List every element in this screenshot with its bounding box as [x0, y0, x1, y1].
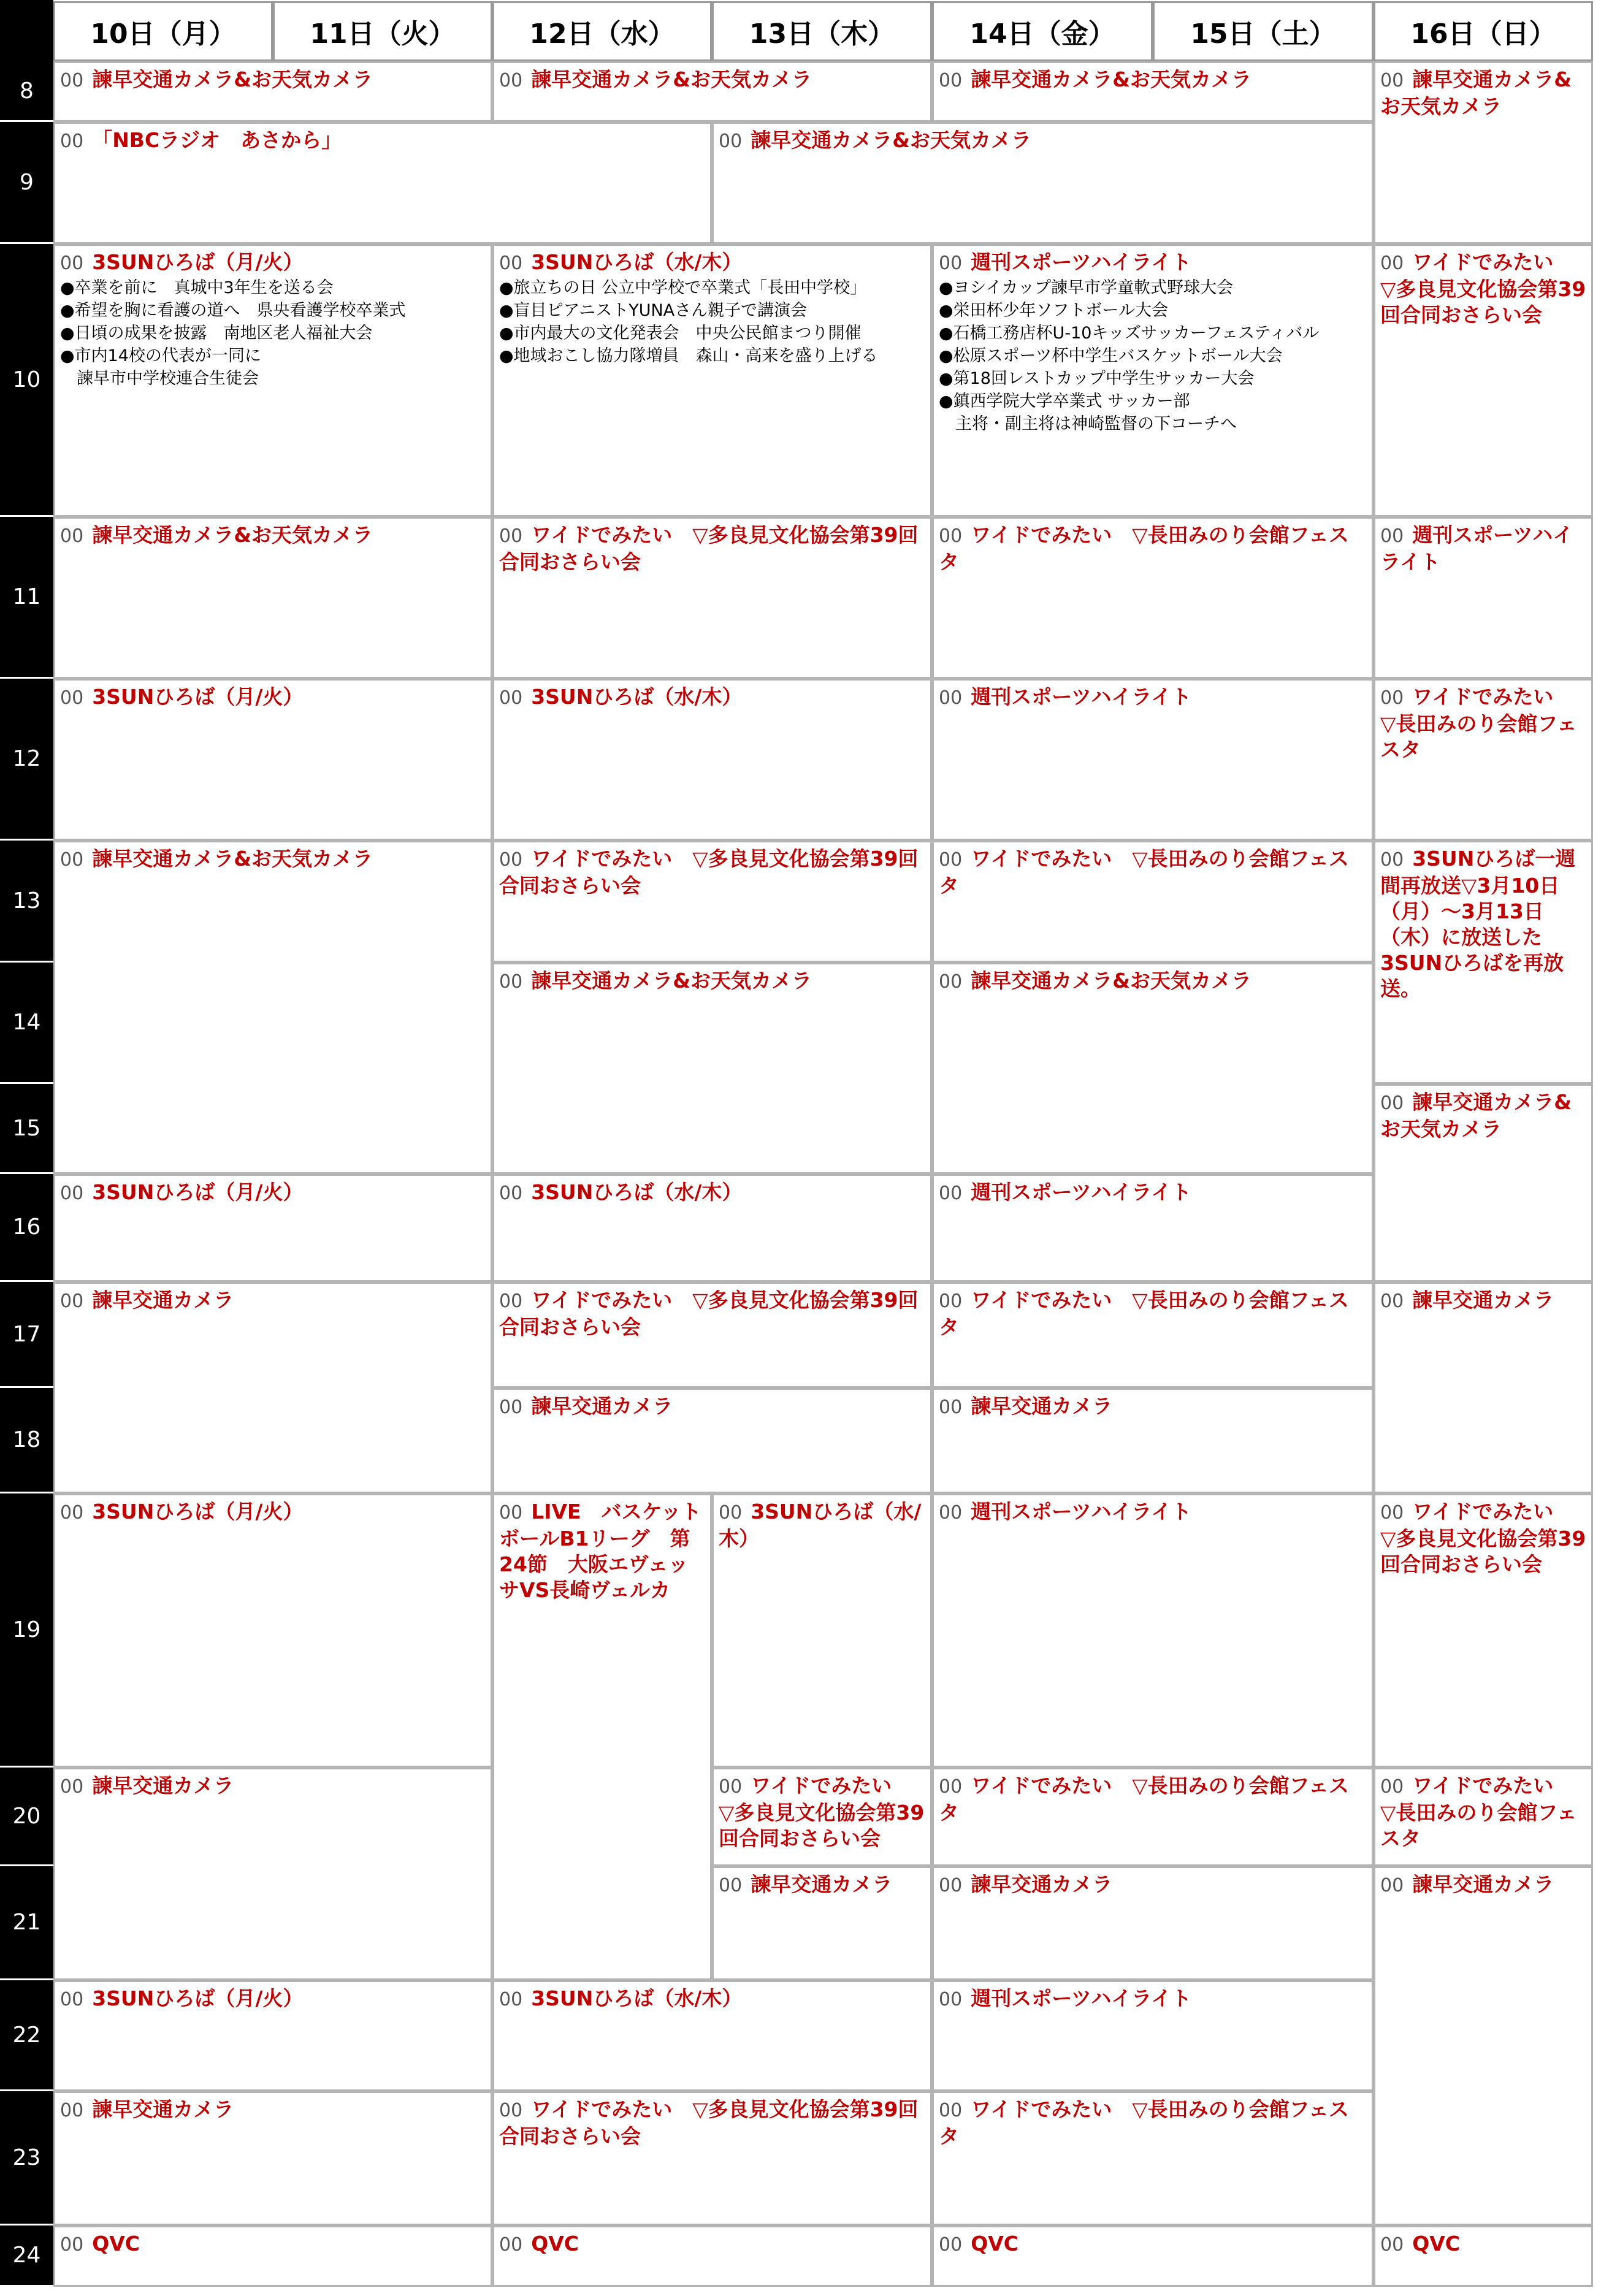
program-detail-item: ●希望を胸に看護の道へ 県央看護学校卒業式	[60, 301, 406, 320]
program-title-line	[60, 522, 486, 549]
program-cell[interactable]	[1374, 1493, 1593, 1768]
day-header: 11日（火）	[273, 1, 492, 61]
program-title-line	[719, 1872, 925, 1899]
program-title: 3SUNひろば（水/木）	[531, 685, 743, 709]
program-start-minute: 00	[939, 1502, 963, 1524]
program-cell[interactable]	[932, 517, 1374, 679]
hour-label: 21	[0, 1866, 53, 1980]
program-cell[interactable]	[53, 1493, 492, 1768]
program-title-line	[499, 1394, 925, 1421]
program-title-line	[1380, 1872, 1586, 1899]
program-title-line	[1380, 1287, 1586, 1314]
program-cell[interactable]	[932, 1388, 1374, 1493]
program-title: 3SUNひろば（月/火）	[92, 685, 304, 709]
program-title-line	[939, 968, 1367, 995]
program-start-minute: 00	[499, 1397, 523, 1418]
program-start-minute: 00	[60, 849, 84, 871]
program-detail-item: ●旅立ちの日 公立中学校で卒業式「長田中学校」	[499, 278, 867, 297]
program-detail-item: ●日頃の成果を披露 南地区老人福祉大会	[60, 324, 373, 343]
program-start-minute: 00	[939, 1291, 963, 1312]
program-cell[interactable]	[53, 841, 492, 1174]
program-title: 3SUNひろば（水/木）	[531, 1986, 743, 2010]
program-cell[interactable]	[932, 1768, 1374, 1866]
program-cell[interactable]	[53, 517, 492, 679]
program-title: 諫早交通カメラ	[1412, 1872, 1554, 1896]
program-title: ワイドでみたい ▽長田みのり会館フェスタ	[939, 1774, 1349, 1825]
program-title-line	[1380, 522, 1586, 575]
hour-label: 23	[0, 2091, 53, 2225]
program-title: ワイドでみたい ▽長田みのり会館フェスタ	[939, 523, 1349, 574]
program-cell[interactable]	[932, 679, 1374, 841]
hour-label: 16	[0, 1174, 53, 1282]
program-title-line	[1380, 250, 1586, 328]
program-cell[interactable]	[492, 1980, 932, 2091]
program-cell[interactable]	[492, 1282, 932, 1388]
program-start-minute: 00	[939, 525, 963, 547]
program-start-minute: 00	[499, 2100, 523, 2121]
program-title-line	[499, 684, 925, 711]
program-cell[interactable]	[492, 1388, 932, 1493]
program-start-minute: 00	[939, 971, 963, 993]
program-title: 諫早交通カメラ&お天気カメラ	[1380, 67, 1572, 118]
program-title-line	[719, 1773, 925, 1852]
program-title-line	[60, 67, 486, 94]
program-title: 諫早交通カメラ&お天気カメラ	[971, 969, 1251, 993]
program-start-minute: 00	[60, 1502, 84, 1524]
program-start-minute: 00	[1380, 1875, 1404, 1896]
program-title-line	[499, 1499, 705, 1603]
program-title-line	[60, 1773, 486, 1800]
program-start-minute: 00	[60, 1291, 84, 1312]
program-start-minute: 00	[499, 70, 523, 91]
program-title-line	[1380, 846, 1586, 1002]
program-title: QVC	[92, 2232, 140, 2256]
program-start-minute: 00	[499, 971, 523, 993]
program-title: ワイドでみたい ▽長田みのり会館フェスタ	[939, 847, 1349, 898]
hour-label: 11	[0, 517, 53, 679]
program-title: ワイドでみたい ▽長田みのり会館フェスタ	[939, 2097, 1349, 2148]
program-title: 週刊スポーツハイライト	[971, 685, 1192, 709]
program-title-line	[499, 2231, 925, 2258]
program-start-minute: 00	[719, 131, 743, 152]
program-cell[interactable]	[492, 1493, 712, 1980]
program-cell[interactable]	[1374, 1768, 1593, 1866]
program-title: 3SUNひろば（月/火）	[92, 250, 304, 274]
program-detail-item: ●地域おこし協力隊増員 森山・高来を盛り上げる	[499, 346, 878, 365]
program-title-line	[939, 1287, 1367, 1340]
program-cell[interactable]	[53, 1174, 492, 1282]
program-title-line	[939, 1872, 1367, 1899]
program-detail-item: 主将・副主将は神崎監督の下コーチへ	[939, 414, 1237, 433]
program-title: 3SUNひろば一週間再放送▽3月10日（月）～3月13日（木）に放送した3SUNひろばを再放送。	[1380, 847, 1576, 1001]
program-start-minute: 00	[939, 1183, 963, 1204]
program-title: 3SUNひろば（水/木）	[531, 250, 743, 274]
program-title-line	[60, 1986, 486, 2013]
program-title: QVC	[531, 2232, 579, 2256]
program-start-minute: 00	[499, 687, 523, 709]
program-title: 週刊スポーツハイライト	[1380, 523, 1573, 574]
program-cell[interactable]	[1374, 244, 1593, 517]
program-title-line	[1380, 684, 1586, 763]
hour-label: 22	[0, 1980, 53, 2091]
program-detail-item: ●松原スポーツ杯中学生バスケットボール大会	[939, 346, 1283, 365]
program-title: QVC	[1412, 2232, 1460, 2256]
program-title: 諫早交通カメラ&お天気カメラ	[751, 128, 1031, 152]
program-title-line	[939, 1986, 1367, 2013]
program-title-line	[499, 522, 925, 575]
program-start-minute: 00	[1380, 1776, 1404, 1798]
program-title: 諫早交通カメラ	[531, 1394, 673, 1418]
hour-label: 20	[0, 1768, 53, 1866]
program-start-minute: 00	[1380, 1093, 1404, 1114]
program-title-line	[939, 250, 1367, 277]
program-cell[interactable]	[53, 61, 492, 122]
program-title: ワイドでみたい ▽多良見文化協会第39回合同おさらい会	[499, 523, 919, 574]
program-cell[interactable]	[932, 1866, 1374, 1980]
program-start-minute: 00	[1380, 253, 1404, 274]
program-detail-item: ●市内14校の代表が一同に	[60, 346, 261, 365]
program-title-line	[939, 2097, 1367, 2149]
program-title-line	[939, 1180, 1367, 1207]
program-title-line	[939, 1499, 1367, 1526]
program-start-minute: 00	[1380, 687, 1404, 709]
program-start-minute: 00	[499, 525, 523, 547]
program-title: 3SUNひろば（月/火）	[92, 1180, 304, 1204]
day-header: 15日（土）	[1153, 1, 1374, 61]
program-start-minute: 00	[939, 2234, 963, 2256]
program-start-minute: 00	[719, 1502, 743, 1524]
program-detail-item: ●鎮西学院大学卒業式 サッカー部	[939, 392, 1190, 411]
program-cell[interactable]	[1374, 2225, 1593, 2287]
program-title: 諫早交通カメラ&お天気カメラ	[92, 523, 373, 547]
program-cell[interactable]	[712, 1493, 932, 1768]
program-cell[interactable]	[712, 1768, 932, 1866]
day-header: 16日（日）	[1374, 1, 1593, 61]
program-start-minute: 00	[939, 70, 963, 91]
program-title: LIVE バスケットボールB1リーグ 第24節 大阪エヴェッサVS長崎ヴェルカ	[499, 1500, 701, 1602]
program-start-minute: 00	[499, 1502, 523, 1524]
program-title-line	[1380, 2231, 1586, 2258]
hour-label: 24	[0, 2225, 53, 2287]
program-start-minute: 00	[939, 1397, 963, 1418]
program-title: 3SUNひろば（月/火）	[92, 1986, 304, 2010]
program-cell[interactable]	[53, 2225, 492, 2287]
program-cell[interactable]	[492, 61, 932, 122]
program-cell[interactable]	[492, 841, 932, 963]
program-start-minute: 00	[1380, 1502, 1404, 1524]
program-title: ワイドでみたい ▽多良見文化協会第39回合同おさらい会	[499, 1288, 919, 1339]
hour-label: 18	[0, 1388, 53, 1493]
program-title: 諫早交通カメラ&お天気カメラ	[971, 67, 1251, 91]
program-title-line	[939, 1773, 1367, 1826]
program-title-line	[939, 67, 1367, 94]
program-title-line	[1380, 1499, 1586, 1577]
program-title: ワイドでみたい ▽多良見文化協会第39回合同おさらい会	[499, 2097, 919, 2148]
program-title-line	[60, 1180, 486, 1207]
program-title-line	[499, 1287, 925, 1340]
day-header: 13日（木）	[712, 1, 932, 61]
program-start-minute: 00	[719, 1776, 743, 1798]
program-cell[interactable]	[53, 1980, 492, 2091]
program-cell[interactable]	[1374, 679, 1593, 841]
program-cell[interactable]	[492, 679, 932, 841]
program-title-line	[499, 2097, 925, 2149]
program-title-line	[499, 968, 925, 995]
program-title: 諫早交通カメラ	[1412, 1288, 1554, 1312]
program-title: 諫早交通カメラ&お天気カメラ	[92, 847, 373, 871]
program-start-minute: 00	[939, 1875, 963, 1896]
hour-label: 12	[0, 679, 53, 841]
program-start-minute: 00	[60, 2234, 84, 2256]
program-cell[interactable]	[53, 244, 492, 517]
program-cell[interactable]	[932, 244, 1374, 517]
program-start-minute: 00	[939, 253, 963, 274]
program-title-line	[60, 684, 486, 711]
program-start-minute: 00	[60, 1989, 84, 2010]
program-detail-item: ●第18回レストカップ中学生サッカー大会	[939, 369, 1255, 388]
program-start-minute: 00	[60, 70, 84, 91]
program-title-line	[60, 846, 486, 873]
program-title-line	[939, 1394, 1367, 1421]
program-cell[interactable]	[932, 61, 1374, 122]
program-title: ワイドでみたい ▽長田みのり会館フェスタ	[1380, 1774, 1577, 1850]
program-title: 週刊スポーツハイライト	[971, 1986, 1192, 2010]
program-title-line	[939, 2231, 1367, 2258]
program-title-line	[719, 1499, 925, 1552]
program-cell[interactable]	[53, 1282, 492, 1493]
day-header: 10日（月）	[53, 1, 273, 61]
program-title-line	[939, 684, 1367, 711]
day-header: 14日（金）	[932, 1, 1153, 61]
program-title-line	[1380, 1089, 1586, 1142]
program-start-minute: 00	[939, 1776, 963, 1798]
program-detail-item: ●卒業を前に 真城中3年生を送る会	[60, 278, 334, 297]
program-cell[interactable]	[53, 1768, 492, 1980]
program-cell[interactable]	[492, 2225, 932, 2287]
program-title: 諫早交通カメラ&お天気カメラ	[1380, 1090, 1572, 1141]
program-detail-item: ●栄田杯少年ソフトボール大会	[939, 301, 1169, 320]
program-cell[interactable]	[1374, 1282, 1593, 1493]
program-start-minute: 00	[60, 525, 84, 547]
program-title: 3SUNひろば（水/木）	[531, 1180, 743, 1204]
program-title: 3SUNひろば（月/火）	[92, 1500, 304, 1524]
program-cell[interactable]	[492, 1174, 932, 1282]
program-start-minute: 00	[60, 253, 84, 274]
program-start-minute: 00	[719, 1875, 743, 1896]
program-start-minute: 00	[939, 2100, 963, 2121]
program-cell[interactable]	[932, 1493, 1374, 1768]
program-detail-item: ●市内最大の文化発表会 中央公民館まつり開催	[499, 324, 862, 343]
hour-label: 17	[0, 1282, 53, 1388]
program-cell[interactable]	[1374, 841, 1593, 1084]
program-title-line	[60, 128, 705, 154]
program-start-minute: 00	[499, 1989, 523, 2010]
program-start-minute: 00	[60, 1776, 84, 1798]
program-cell[interactable]	[1374, 1084, 1593, 1282]
program-title-line	[60, 1499, 486, 1526]
program-start-minute: 00	[60, 687, 84, 709]
program-cell[interactable]	[712, 1866, 932, 1980]
day-header: 12日（水）	[492, 1, 712, 61]
program-title-line	[1380, 1773, 1586, 1852]
program-cell[interactable]	[492, 2091, 932, 2225]
program-title: 諫早交通カメラ	[751, 1872, 893, 1896]
program-start-minute: 00	[1380, 525, 1404, 547]
program-title-line	[60, 250, 486, 277]
program-cell[interactable]	[932, 841, 1374, 963]
program-title: 諫早交通カメラ	[92, 1774, 234, 1798]
program-title-line	[1380, 67, 1586, 120]
program-detail-item: ●ヨシイカップ諫早市学童軟式野球大会	[939, 278, 1234, 297]
program-title-line	[499, 846, 925, 899]
hour-label: 9	[0, 122, 53, 244]
program-title-line	[499, 1180, 925, 1207]
program-title: 3SUNひろば（水/木）	[719, 1500, 922, 1550]
program-start-minute: 00	[60, 131, 84, 152]
program-cell[interactable]	[53, 122, 712, 244]
program-detail-item: 諫早市中学校連合生徒会	[60, 369, 259, 388]
program-cell[interactable]	[1374, 61, 1593, 244]
program-title: ワイドでみたい ▽長田みのり会館フェスタ	[1380, 685, 1577, 761]
program-title-line	[60, 2097, 486, 2124]
program-title: 諫早交通カメラ&お天気カメラ	[92, 67, 373, 91]
hour-label: 14	[0, 963, 53, 1084]
program-title: 「NBCラジオ あさから」	[92, 128, 342, 152]
program-start-minute: 00	[939, 687, 963, 709]
program-cell[interactable]	[492, 517, 932, 679]
program-cell[interactable]	[492, 963, 932, 1174]
program-title-line	[499, 1986, 925, 2013]
program-cell[interactable]	[53, 2091, 492, 2225]
hour-label: 10	[0, 244, 53, 517]
program-title-line	[60, 2231, 486, 2258]
program-cell[interactable]	[932, 1174, 1374, 1282]
hour-label: 13	[0, 841, 53, 963]
program-cell[interactable]	[932, 963, 1374, 1174]
program-title: 諫早交通カメラ	[971, 1394, 1113, 1418]
program-start-minute: 00	[939, 849, 963, 871]
program-start-minute: 00	[1380, 849, 1404, 871]
program-detail-item: ●盲目ピアニストYUNAさん親子で講演会	[499, 301, 808, 320]
hour-label: 19	[0, 1493, 53, 1768]
program-cell[interactable]	[932, 1282, 1374, 1388]
program-title: 諫早交通カメラ&お天気カメラ	[531, 67, 812, 91]
program-start-minute: 00	[60, 1183, 84, 1204]
program-start-minute: 00	[939, 1989, 963, 2010]
program-start-minute: 00	[499, 1183, 523, 1204]
program-title: ワイドでみたい ▽多良見文化協会第39回合同おさらい会	[499, 847, 919, 898]
program-title-line	[939, 522, 1367, 575]
program-title: 諫早交通カメラ	[971, 1872, 1113, 1896]
program-start-minute: 00	[499, 253, 523, 274]
program-title: 週刊スポーツハイライト	[971, 1500, 1192, 1524]
program-start-minute: 00	[499, 1291, 523, 1312]
program-title-line	[499, 250, 925, 277]
program-title: 週刊スポーツハイライト	[971, 1180, 1192, 1204]
program-cell[interactable]	[53, 679, 492, 841]
program-title: ワイドでみたい ▽多良見文化協会第39回合同おさらい会	[719, 1774, 925, 1850]
program-start-minute: 00	[1380, 1291, 1404, 1312]
program-title-line	[939, 846, 1367, 899]
program-title-line	[499, 67, 925, 94]
program-cell[interactable]	[1374, 517, 1593, 679]
program-cell[interactable]	[1374, 1866, 1593, 2225]
program-title: 諫早交通カメラ	[92, 1288, 234, 1312]
program-start-minute: 00	[499, 2234, 523, 2256]
program-title-line	[60, 1287, 486, 1314]
program-start-minute: 00	[1380, 2234, 1404, 2256]
program-title-line	[719, 128, 1367, 154]
program-start-minute: 00	[60, 2100, 84, 2121]
program-title: ワイドでみたい ▽長田みのり会館フェスタ	[939, 1288, 1349, 1339]
program-cell[interactable]	[932, 2225, 1374, 2287]
program-cell[interactable]	[712, 122, 1374, 244]
program-detail-item: ●石橋工務店杯U-10キッズサッカーフェスティバル	[939, 324, 1320, 343]
corner-header-cell	[0, 0, 53, 61]
program-start-minute: 00	[499, 849, 523, 871]
hour-label: 8	[0, 61, 53, 122]
program-title: 諫早交通カメラ	[92, 2097, 234, 2121]
program-title: ワイドでみたい ▽多良見文化協会第39回合同おさらい会	[1380, 250, 1586, 327]
program-title: 諫早交通カメラ&お天気カメラ	[531, 969, 812, 993]
program-cell[interactable]	[932, 1980, 1374, 2091]
program-title: QVC	[971, 2232, 1018, 2256]
program-cell[interactable]	[932, 2091, 1374, 2225]
program-title: 週刊スポーツハイライト	[971, 250, 1192, 274]
program-start-minute: 00	[1380, 70, 1404, 91]
program-cell[interactable]	[492, 244, 932, 517]
program-title: ワイドでみたい ▽多良見文化協会第39回合同おさらい会	[1380, 1500, 1586, 1576]
hour-label: 15	[0, 1084, 53, 1174]
